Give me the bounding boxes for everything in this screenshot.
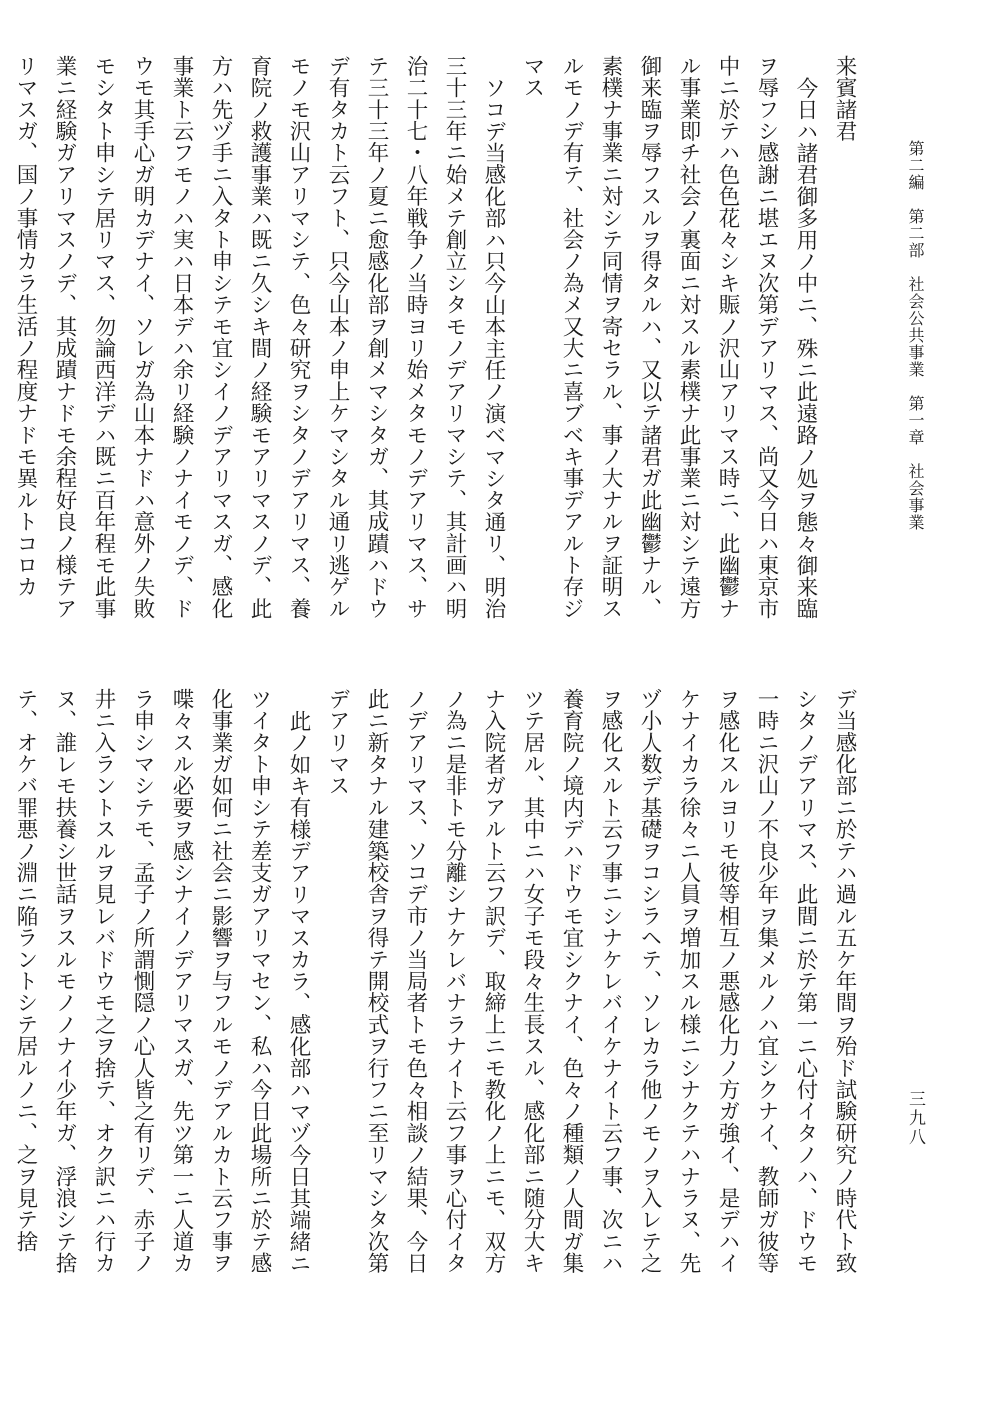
paragraph: ソコデ当感化部ハ只今山本主任ノ演ベマシタ通リ、明治三十三年ニ始メテ創立シタモノデアリマシテ、其計画ハ明治二十七・八年戦争ノ当時ヨリ始メタモノデアリマス、サテ三十三年ノ夏ニ愈感化部ヲ創メマシタガ、其成蹟ハドウデ有タカト云フト、只今山本ノ申上ケマシタル通リ逃ゲルモノモ沢山アリマシテ、色々研究ヲシタノデアリマス、養育院ノ救護事業ハ既ニ久シキ間ノ経験モアリマスノデ、此方ハ先ヅ手ニ入タト申シテモ宜シイノデアリマスガ、感化事業ト云フモノハ実ハ日本デハ余リ経験ノナイモノデ、ドウモ其手心ガ明カデナイ、ソレガ為山本ナドハ意外ノ失敗モシタト申シテ居リマス、勿論西洋デハ既ニ百年程モ此事業ニ経験ガアリマスノデ、其成蹟ナドモ余程好良ノ様テアリマスガ、国ノ事情カラ生活ノ程度ナドモ異ルトコロカ bbox=[13, 55, 506, 620]
upper-text-block bbox=[13, 55, 864, 640]
paragraph: 今日ハ諸君御多用ノ中ニ、殊ニ此遠路ノ処ヲ態々御来臨ヲ辱フシ感謝ニ堪エヌ次第デアリマス、尚又今日ハ東京市中ニ於テハ色色花々シキ賑ノ沢山アリマス時ニ、此幽鬱ナル事業即チ社会ノ裏面ニ対スル素樸ナ此事業ニ対シテ遠方御来臨ヲ辱フスルヲ得タルハ、又以テ諸君ガ此幽鬱ナル、素樸ナ事業ニ対シテ同情ヲ寄セラル、事ノ大ナルヲ証明スルモノデ有テ、社会ノ為メ又大ニ喜ブベキ事デアルト存ジマス bbox=[520, 55, 818, 620]
running-header: 第二編 第二部 社会公共事業 第一章 社会事業 bbox=[906, 140, 925, 531]
page-number: 三九八 bbox=[905, 1090, 925, 1147]
lower-text-block bbox=[13, 688, 864, 1293]
paragraph: デ当感化部ニ於テハ過ル五ケ年間ヲ殆ド試験研究ノ時代ト致シタノデアリマス、此間ニ於テ第一ニ心付イタノハ、ドウモ一時ニ沢山ノ不良少年ヲ集メルノハ宜シクナイ、教師ガ彼等ヲ感化スルヨリモ彼等相互ノ悪感化力ノ方ガ強イ、是デハイケナイカラ徐々ニ人員ヲ増加スル様ニシナクテハナラヌ、先ヅ小人数デ基礎ヲコシラヘテ、ソレカラ他ノモノヲ入レテ之ヲ感化スルト云フ事ニシナケレバイケナイト云フ事、次ニハ養育院ノ境内デハドウモ宜シクナイ、色々ノ種類ノ人間ガ集ツテ居ル、其中ニハ女子モ段々生長スル、感化部ニ随分大キナ入院者ガアルト云フ訳デ、取締上ニモ教化ノ上ニモ、双方ノ為ニ是非トモ分離シナケレバナラナイト云フ事ヲ心付イタノデアリマス、ソコデ市ノ当局者トモ色々相談ノ結果、今日此ニ新タナル建築校舎ヲ得テ開校式ヲ行フニ至リマシタ次第デアリマス bbox=[325, 688, 857, 1274]
salutation: 来賓諸君 bbox=[832, 55, 857, 142]
paragraph: 此ノ如キ有様デアリマスカラ、感化部ハマヅ今日其端緒ニツイタト申シテ差支ガアリマセン、私ハ今日此場所ニ於テ感化事業ガ如何ニ社会ニ影響ヲ与フルモノデアルカト云フ事ヲ喋々スル必要ヲ感シナイノデアリマスガ、先ツ第一ニ人道カラ申シマシテモ、孟子ノ所謂惻隠ノ心人皆之有リデ、赤子ノ井ニ入ラントスルヲ見レバドウモ之ヲ捨テ、オク訳ニハ行カヌ、誰レモ扶養シ世話ヲスルモノノナイ少年ガ、浮浪シテ捨テ、オケバ罪悪ノ淵ニ陥ラントシテ居ルノニ、之ヲ見テ捨 bbox=[13, 688, 311, 1274]
